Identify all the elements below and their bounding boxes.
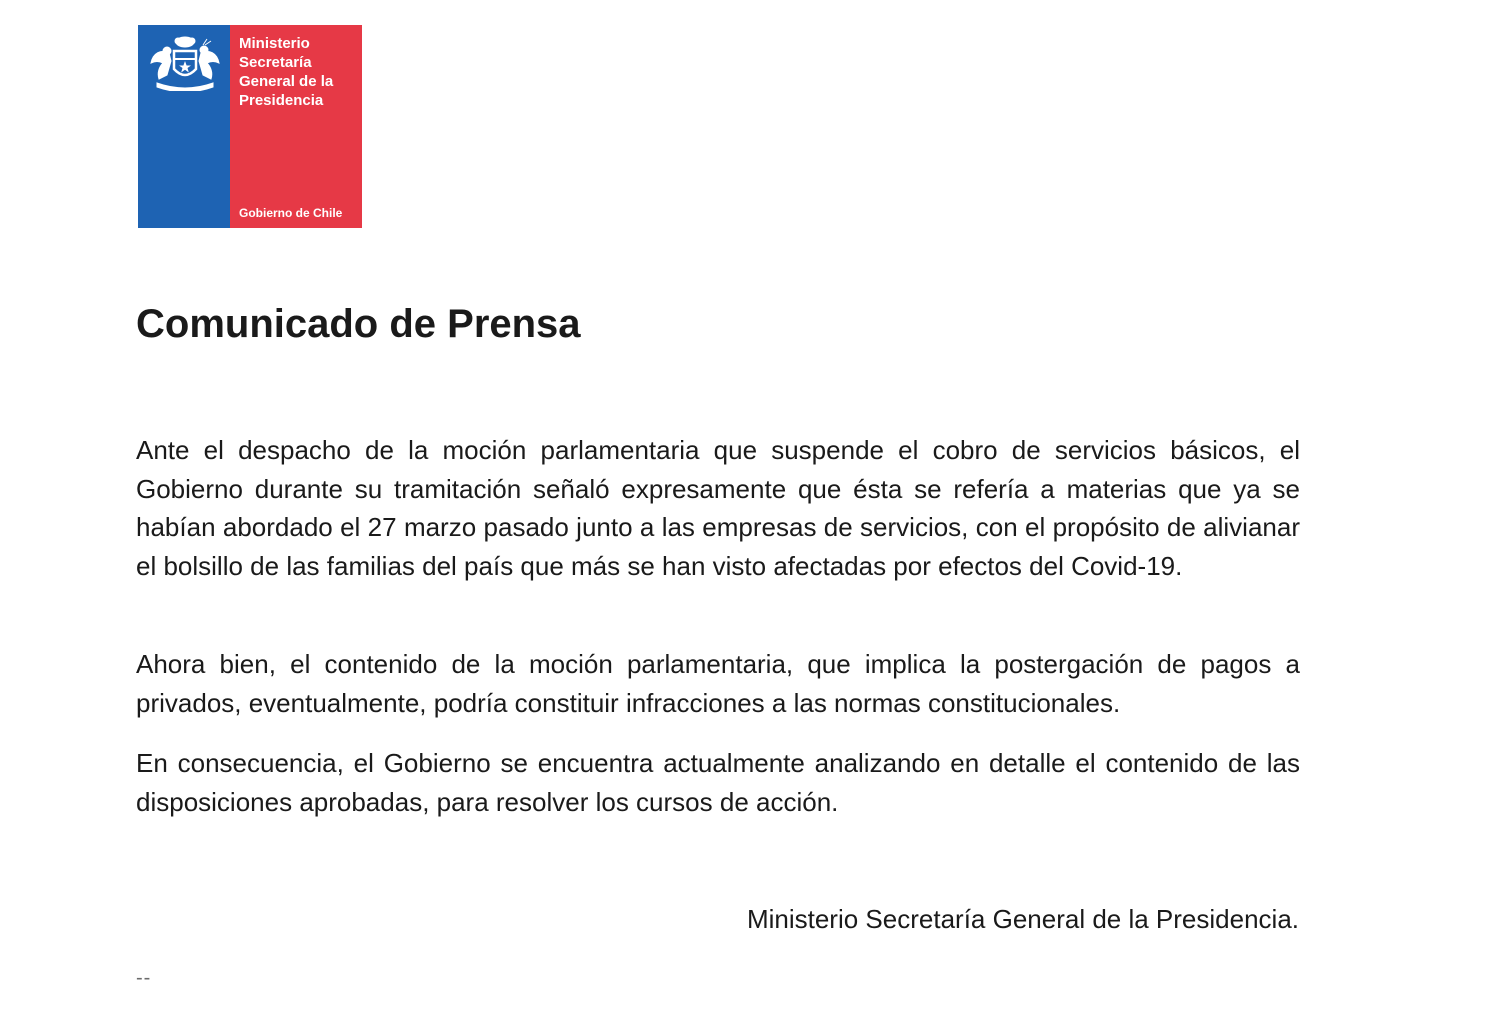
ministry-logo xyxy=(138,25,362,228)
coat-of-arms-icon xyxy=(147,35,223,91)
paragraph-2: Ahora bien, el contenido de la moción parlamentaria, que implica la postergación de pagos a privados, eventualmente, podría constituir infracciones a las normas constitucionales. xyxy=(136,649,1300,718)
document-title: Comunicado de Prensa xyxy=(136,302,581,346)
paragraph-3: En consecuencia, el Gobierno se encuentra actualmente analizando en detalle el contenido de las disposiciones aprobadas, para resolver los cursos de acción. xyxy=(136,748,1300,817)
logo-ministry-name: Ministerio Secretaría General de la Presidencia xyxy=(239,35,334,109)
document-trailer: -- xyxy=(136,967,152,989)
logo-government-label: Gobierno de Chile xyxy=(239,206,343,220)
logo-red-panel xyxy=(230,25,362,228)
logo-blue-panel xyxy=(138,25,230,228)
signature: Ministerio Secretaría General de la Presidencia. xyxy=(746,904,1299,934)
paragraph-1: Ante el despacho de la moción parlamentaria que suspende el cobro de servicios básicos, el Gobierno durante su tramitación señaló expresamente que ésta se refería a materias que ya se habían abordado el 27 marzo pasado junto a las empresas de servicios, con el propósito de alivianar el bolsillo de las familias del país que más se han visto afectadas por efectos del Covid-19. xyxy=(136,435,1300,581)
